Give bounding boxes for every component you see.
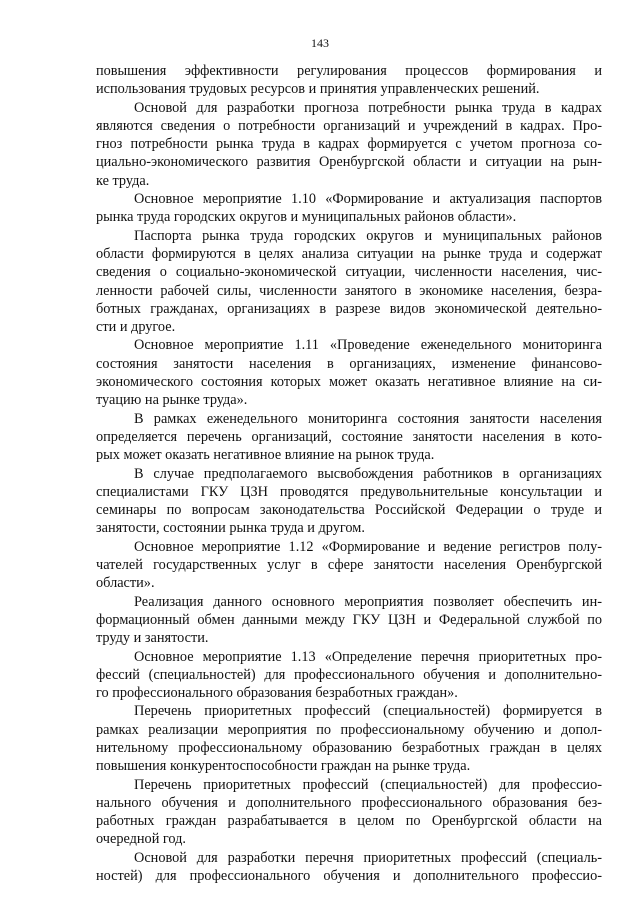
text-line: туацию на рынке труда».	[96, 392, 248, 409]
text-line: являются сведения о потребности организаций и учреждений в кадрах. Про-	[96, 117, 602, 134]
text-line: определяется перечень организаций, состояние занятости населения в кото-	[96, 428, 602, 445]
paragraph	[96, 336, 602, 409]
text-line: Перечень приоритетных профессий (специальностей) формируется в	[134, 703, 602, 720]
text-line: Паспорта рынка труда городских округов и муниципальных районов	[134, 227, 602, 244]
text-line: области формируются в целях анализа ситуации на рынке труда и содержат	[96, 245, 602, 262]
text-line: использования трудовых ресурсов и принятия управленческих решений.	[96, 81, 540, 98]
text-line: ботных гражданах, организациях в разрезе видов экономической деятельно-	[96, 300, 602, 317]
paragraph	[96, 410, 602, 465]
paragraph	[96, 776, 602, 849]
text-line: нального обучения и дополнительного профессионального образования без-	[96, 794, 602, 811]
text-line: формационный обмен данными между ГКУ ЦЗН и Федеральной службой по	[96, 611, 602, 628]
paragraph	[96, 190, 602, 227]
text-line: ке труда.	[96, 172, 150, 189]
text-line: Основное мероприятие 1.13 «Определение перечня приоритетных про-	[134, 648, 602, 665]
text-line: Основное мероприятие 1.11 «Проведение еженедельного мониторинга	[134, 337, 602, 354]
text-line: состояния занятости населения в организациях, изменение финансово-	[96, 355, 602, 372]
paragraph	[96, 62, 602, 99]
text-line: повышения эффективности регулирования процессов формирования и	[96, 63, 602, 79]
text-line: сведения о социально-экономической ситуации, численности населения, чис-	[96, 264, 602, 281]
text-line: чателей государственных услуг в сфере занятости населения Оренбургской	[96, 557, 602, 574]
paragraph	[96, 648, 602, 703]
paragraph	[96, 702, 602, 775]
text-line: специалистами ГКУ ЦЗН проводятся предувольнительные консультации и	[96, 483, 602, 500]
text-line: ленности рабочей силы, численности занятого в экономике населения, безра-	[96, 282, 602, 299]
paragraph	[96, 593, 602, 648]
text-line: циально-экономического развития Оренбургской области и ситуации на рын-	[96, 154, 602, 171]
text-line: работных граждан разрабатывается в целом по Оренбургской области на	[96, 813, 602, 830]
paragraph	[96, 227, 602, 337]
page-number: 143	[311, 36, 329, 50]
paragraph	[96, 465, 602, 538]
text-line: гноз потребности рынка труда в кадрах формируется с учетом прогноза со-	[96, 136, 602, 153]
text-line: Перечень приоритетных профессий (специальностей) для профессио-	[134, 776, 602, 793]
paragraph	[96, 99, 602, 190]
text-line: ностей) для профессионального обучения и дополнительного профессио-	[96, 868, 602, 885]
text-line: фессий (специальностей) для профессионального обучения и дополнительно-	[96, 666, 602, 683]
text-line: труду и занятости.	[96, 630, 209, 647]
text-line: Основой для разработки прогноза потребности рынка труда в кадрах	[134, 99, 602, 116]
text-line: рынка труда городских округов и муниципальных районов области».	[96, 209, 517, 226]
text-line: Основное мероприятие 1.10 «Формирование и актуализация паспортов	[134, 191, 602, 208]
text-line: занятости, состоянии рынка труда и другом.	[96, 520, 365, 537]
text-line: В случае предполагаемого высвобождения работников в организациях	[134, 465, 602, 482]
text-line: Основой для разработки перечня приоритетных профессий (специаль-	[134, 849, 602, 866]
paragraph	[96, 538, 602, 593]
text-line: сти и другое.	[96, 319, 176, 336]
text-line: В рамках еженедельного мониторинга состояния занятости населения	[134, 410, 602, 427]
document-body	[96, 62, 602, 885]
text-line: рых может оказать негативное влияние на рынок труда.	[96, 447, 435, 464]
paragraph	[96, 849, 602, 886]
text-line: повышения конкурентоспособности граждан на рынке труда.	[96, 758, 471, 775]
text-line: Реализация данного основного мероприятия позволяет обеспечить ин-	[134, 593, 602, 610]
text-line: Основное мероприятие 1.12 «Формирование и ведение регистров полу-	[134, 538, 602, 555]
text-line: очередной год.	[96, 831, 187, 848]
text-line: нительному профессиональному образованию безработных граждан в целях	[96, 739, 602, 756]
text-line: семинары по вопросам законодательства Российской Федерации о труде и	[96, 502, 602, 519]
text-line: го профессионального образования безработных граждан».	[96, 685, 458, 702]
text-line: рамках реализации мероприятия по профессиональному обучению и допол-	[96, 721, 602, 738]
text-line: области».	[96, 575, 155, 592]
text-line: экономического состояния которых может оказать негативное влияние на си-	[96, 374, 602, 391]
